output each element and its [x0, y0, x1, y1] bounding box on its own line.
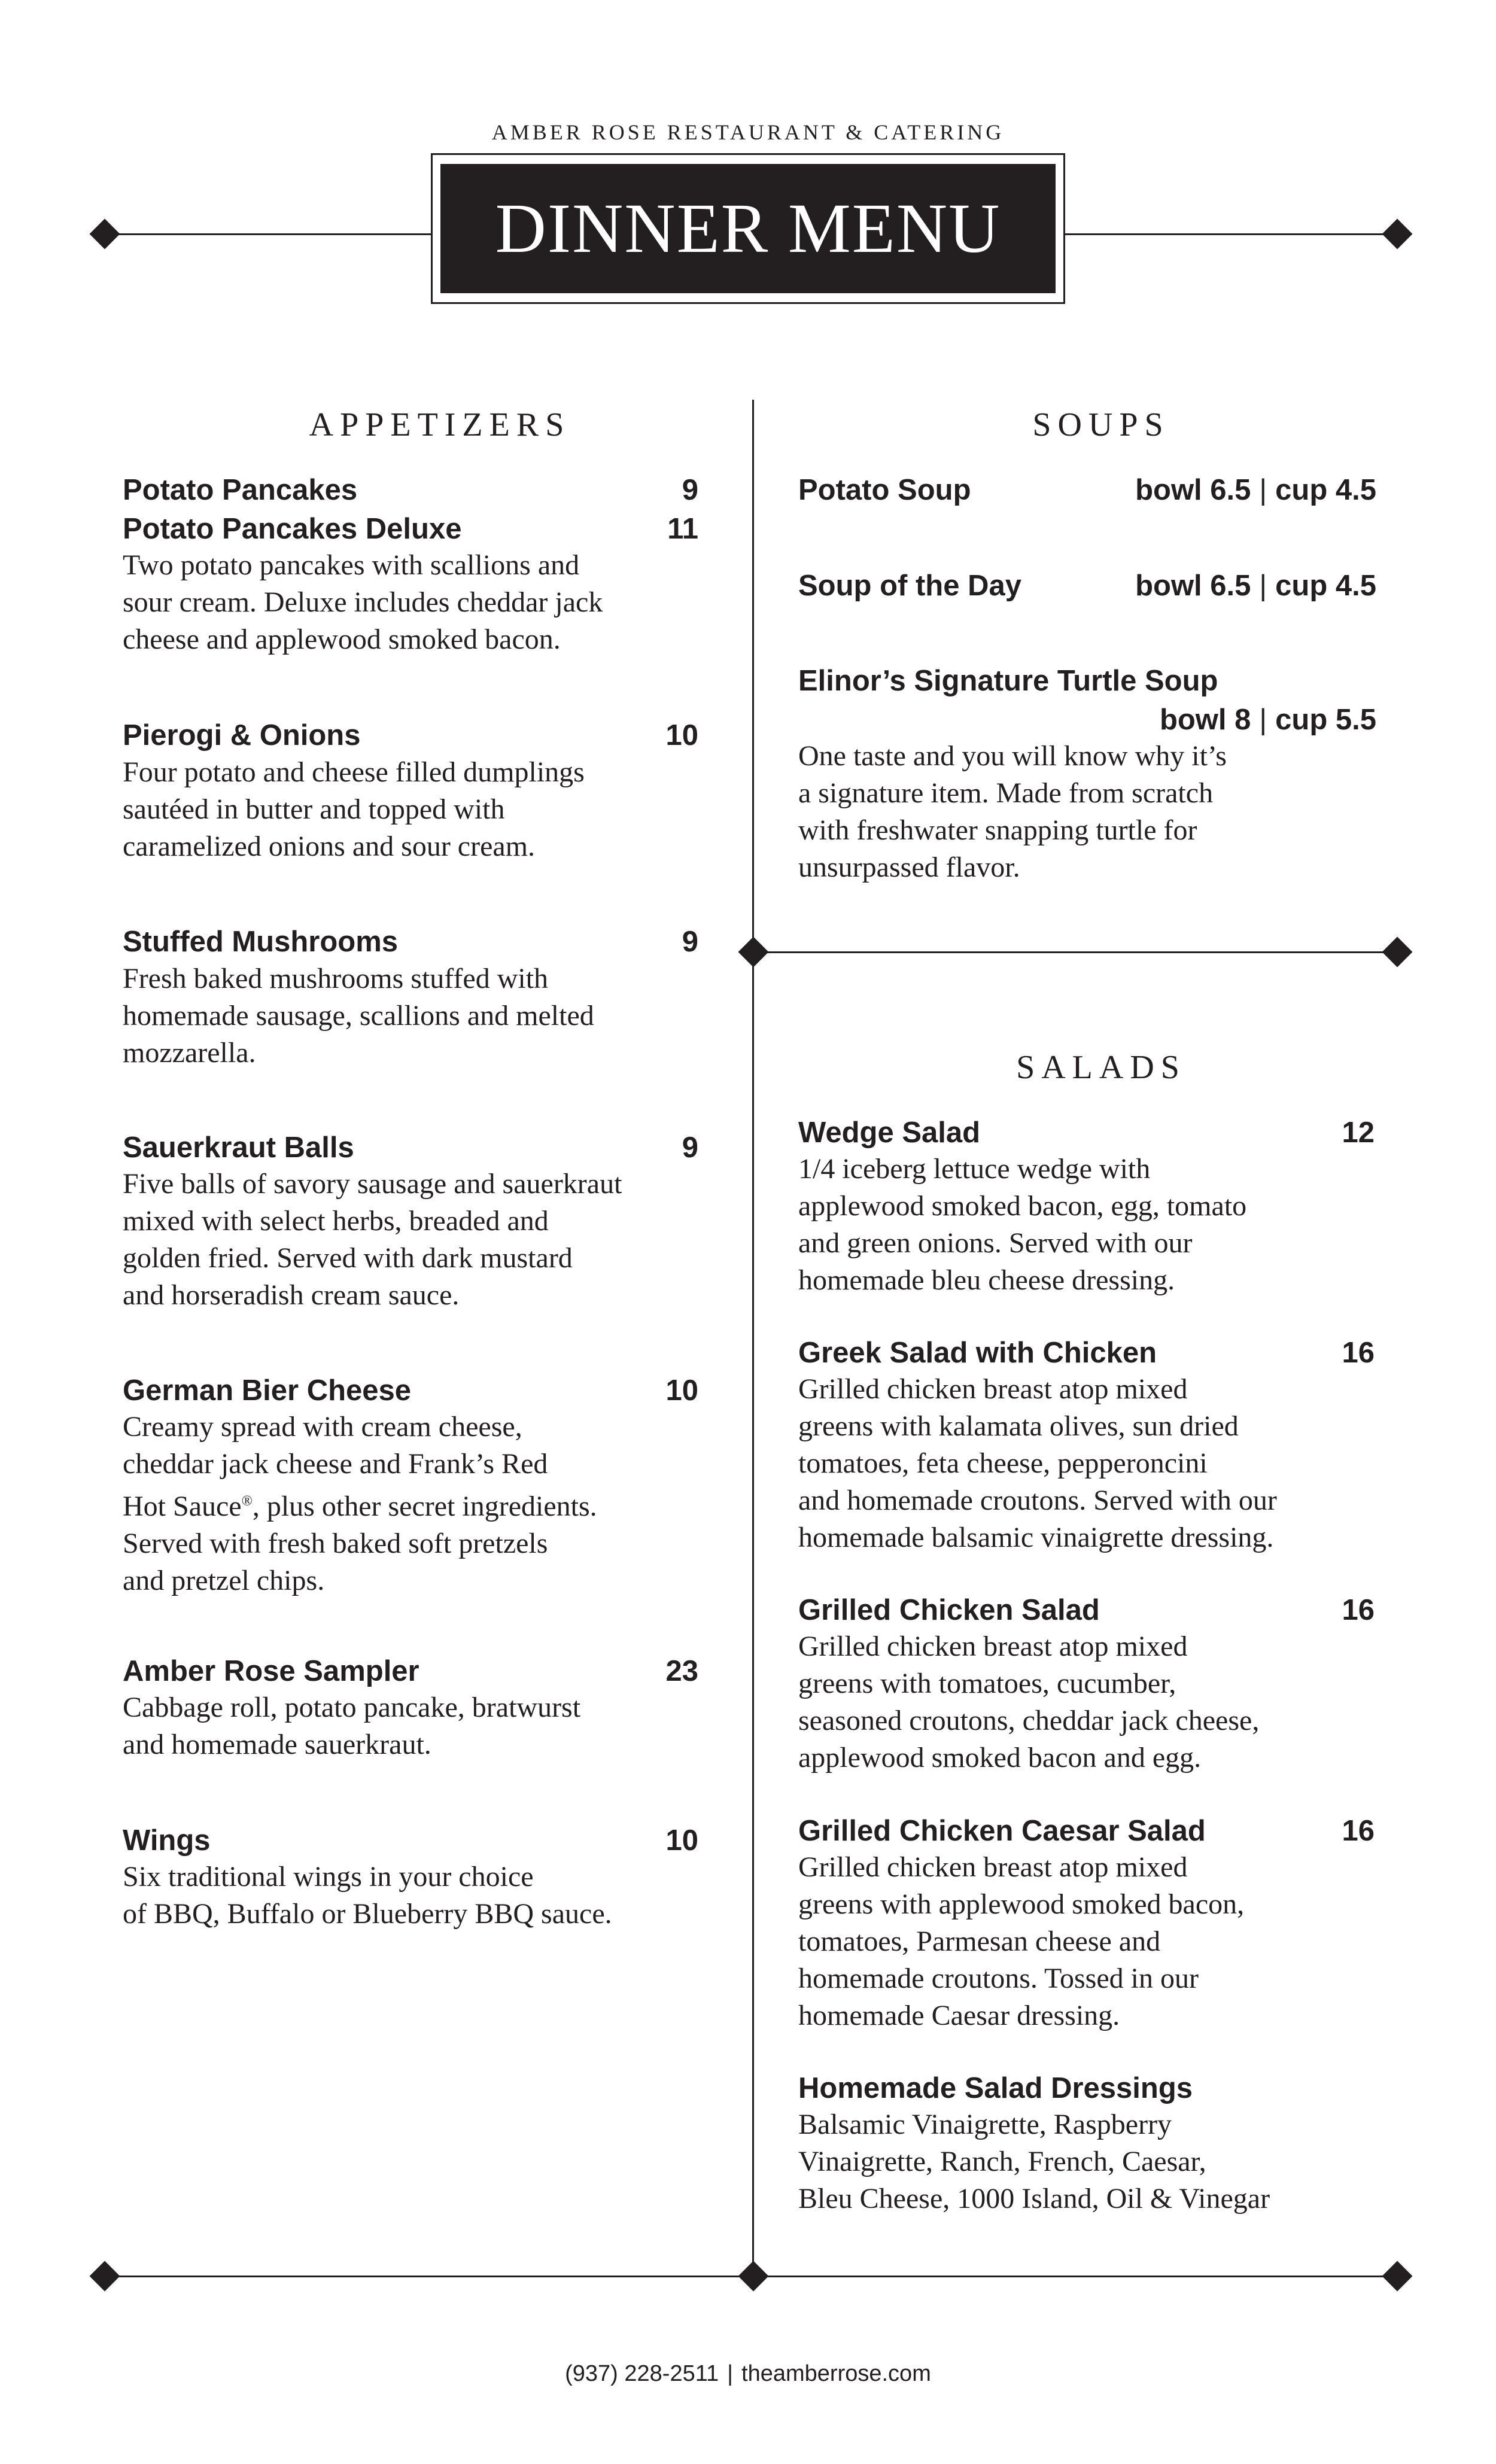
diamond-ornament [738, 2261, 769, 2292]
menu-item-name: Wings [123, 1824, 211, 1857]
soup-price: bowl 6.5 | cup 4.5 [1135, 474, 1376, 506]
menu-item-name: Grilled Chicken Caesar Salad [798, 1815, 1206, 1847]
menu-item-description: Grilled chicken breast atop mixed greens with kalamata olives, sun dried tomatoes, feta cheese, pepperoncini and homemade croutons. Served with our homemade balsamic vinaigrette dressing. [798, 1373, 1277, 1553]
soups-salads-divider [753, 951, 1396, 953]
menu-item-description: Balsamic Vinaigrette, Raspberry Vinaigrette, Ranch, French, Caesar, Bleu Cheese, 1000 Island, Oil & Vinegar [798, 2109, 1270, 2214]
menu-item-description: Four potato and cheese filled dumplings sautéed in butter and topped with caramelized onions and sour cream. [123, 756, 585, 862]
menu-item-description: Cabbage roll, potato pancake, bratwurst and homemade sauerkraut. [123, 1692, 581, 1760]
menu-item-description: Grilled chicken breast atop mixed greens with tomatoes, cucumber, seasoned croutons, cheddar jack cheese, applewood smoked bacon and egg. [798, 1631, 1260, 1774]
salads-heading: SALADS [1016, 1049, 1186, 1086]
diamond-ornament [90, 2261, 120, 2292]
menu-item-name: Elinor’s Signature Turtle Soup [798, 665, 1218, 697]
menu-item-price: 16 [1342, 1815, 1375, 1847]
menu-item-name: Potato Pancakes Deluxe [123, 513, 462, 545]
menu-item-name: German Bier Cheese [123, 1374, 412, 1407]
menu-item-name: Potato Soup [798, 474, 971, 506]
menu-item-price: 9 [682, 474, 698, 506]
soup-price: bowl 8 | cup 5.5 [1159, 704, 1376, 736]
diamond-ornament [1382, 937, 1413, 968]
menu-item-name: Stuffed Mushrooms [123, 926, 399, 958]
menu-item-description: Two potato pancakes with scallions and sour cream. Deluxe includes cheddar jack cheese and applewood smoked bacon. [123, 549, 603, 655]
menu-item-description: Fresh baked mushrooms stuffed with homemade sausage, scallions and melted mozzarella. [123, 963, 594, 1069]
menu-item-price: 10 [665, 1824, 698, 1857]
diamond-ornament [1382, 219, 1413, 250]
menu-item-description: Grilled chicken breast atop mixed greens with applewood smoked bacon, tomatoes, Parmesan cheese and homemade croutons. Tossed in our homemade Caesar dressing. [798, 1851, 1245, 2031]
menu-item-name: Homemade Salad Dressings [798, 2072, 1193, 2104]
phone-number: (937) 228-2511 [565, 2361, 719, 2386]
menu-item-price: 11 [667, 513, 698, 545]
menu-item-description: Six traditional wings in your choice of BBQ, Buffalo or Blueberry BBQ sauce. [123, 1861, 612, 1930]
column-divider [752, 400, 754, 2284]
appetizers-heading: APPETIZERS [309, 406, 571, 443]
page-title: DINNER MENU [495, 189, 1001, 267]
menu-item-price: 10 [665, 719, 698, 752]
menu-item-name: Soup of the Day [798, 570, 1021, 602]
menu-item-name: Pierogi & Onions [123, 719, 361, 752]
menu-item-name: Sauerkraut Balls [123, 1131, 354, 1164]
restaurant-name: AMBER ROSE RESTAURANT & CATERING [491, 120, 1005, 144]
diamond-ornament [738, 937, 769, 968]
menu-item-description: One taste and you will know why it’s a signature item. Made from scratch with freshwater snapping turtle for unsurpassed flavor. [798, 740, 1227, 883]
diamond-ornament [1382, 2261, 1413, 2292]
menu-item-description: Five balls of savory sausage and sauerkraut mixed with select herbs, breaded and golden fried. Served with dark mustard and horseradish cream sauce. [123, 1168, 622, 1311]
diamond-ornament [90, 219, 120, 250]
website-link[interactable]: theamberrose.com [741, 2361, 931, 2386]
soup-price: bowl 6.5 | cup 4.5 [1135, 570, 1376, 602]
menu-item-price: 9 [682, 1131, 698, 1164]
menu-item-name: Wedge Salad [798, 1117, 981, 1149]
menu-item-price: 10 [665, 1374, 698, 1407]
menu-item-price: 23 [665, 1655, 698, 1687]
menu-item-name: Grilled Chicken Salad [798, 1594, 1100, 1626]
header-rule-right [1065, 233, 1397, 235]
soups-heading: SOUPS [1032, 406, 1170, 443]
header-rule-left [105, 233, 431, 235]
menu-item-price: 12 [1342, 1117, 1375, 1149]
menu-item-price: 16 [1342, 1337, 1375, 1369]
menu-item-price: 16 [1342, 1594, 1375, 1626]
footer-contact: (937) 228-2511 | theamberrose.com [565, 2361, 931, 2386]
menu-item-price: 9 [682, 926, 698, 958]
menu-item-name: Amber Rose Sampler [123, 1655, 419, 1687]
menu-item-description: Creamy spread with cream cheese, cheddar jack cheese and Frank’s Red Hot Sauce®, plus other secret ingredients. Served with fresh baked soft pretzels and pretzel chips. [123, 1411, 597, 1596]
menu-item-name: Potato Pancakes [123, 474, 358, 506]
menu-item-description: 1/4 iceberg lettuce wedge with applewood smoked bacon, egg, tomato and green onions. Served with our homemade bleu cheese dressing. [798, 1153, 1247, 1296]
menu-item-name: Greek Salad with Chicken [798, 1337, 1157, 1369]
